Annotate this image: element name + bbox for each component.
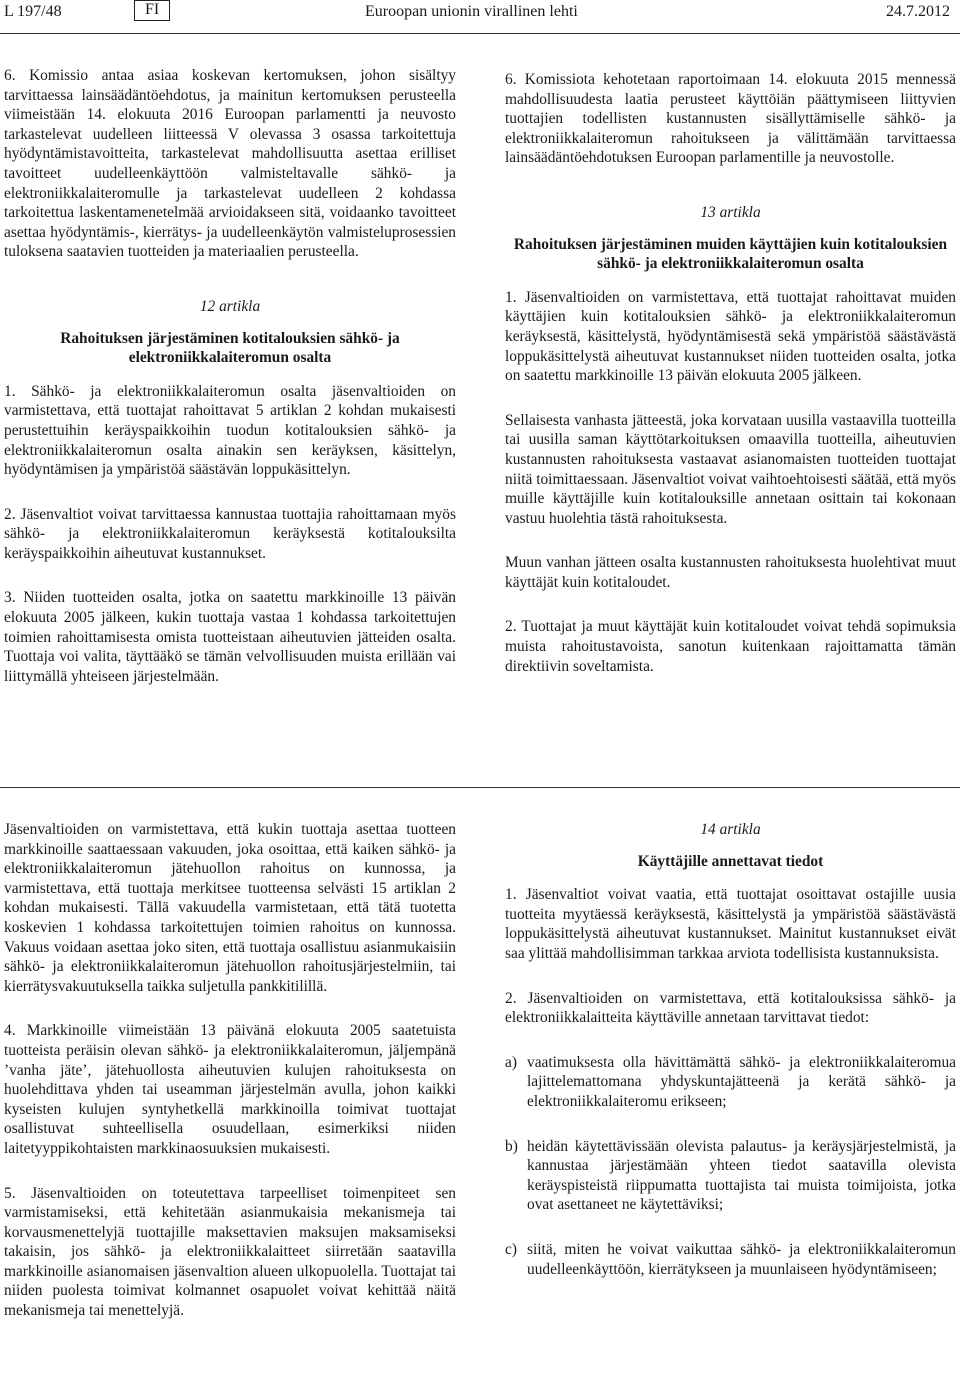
article-13-paragraph-1: 1. Jäsenvaltioiden on varmistettava, että tuottajat rahoittavat muiden käyttäjien kuin kotitalouksien sähkö- ja elektroniikkalaiteromun keräyksestä, käsittelystä, hyödyntämisestä sekä ympäristöä säästävästä loppukäsittelystä aiheutuvat kustannukset niiden tuotteiden osalta, jotka on saatettu markkinoille 13 päivän elokuuta 2005 jälkeen. — [505, 288, 956, 385]
list-item-label: c) — [505, 1240, 517, 1258]
article-13-paragraph-2: 2. Tuottajat ja muut käyttäjät kuin kotitaloudet voivat tehdä sopimuksia muista rahoitustavoista, sanotun kuitenkaan rajoittamatta tämän direktiivin soveltamista. — [505, 618, 956, 675]
header-rule — [0, 33, 960, 34]
article-13-paragraph-1-sub-2: Muun vanhan jätteen osalta kustannusten rahoituksesta huolehtivat muut käyttäjät kuin kotitaloudet. — [505, 554, 956, 591]
language-code-badge: FI — [134, 0, 170, 21]
article-14-paragraph-2: 2. Jäsenvaltioiden on varmistettava, että kotitalouksissa sähkö- ja elektroniikkalaitteita käyttäville annetaan tarvittavat tiedot: — [505, 989, 956, 1027]
list-item — [505, 1240, 956, 1279]
article-12-number: 12 artikla — [199, 297, 261, 315]
list-item-text: heidän käytettävissään olevista palautus- ja keräysjärjestelmistä, ja kannustaa järjestämään yhteen tiedot saatavilla olevista keräyspisteistä riippumatta tuottajista tai muista toimijoista, jotka ovat asettaneet ne käytettäviksi; — [527, 1137, 956, 1214]
list-item-text: vaatimuksesta olla hävittämättä sähkö- ja elektroniikkalaiteromua lajittelemattomana yhdyskuntajätteenä ja kerätä sähkö- ja elektroniikkalaiteromu erikseen; — [527, 1053, 956, 1110]
article-13-number: 13 artikla — [700, 203, 761, 221]
article-12-title: Rahoituksen järjestäminen kotitalouksien sähkö- ja elektroniikkalaiteromun osalta — [60, 329, 400, 367]
article-14-number: 14 artikla — [700, 821, 761, 838]
journal-title: Euroopan unionin virallinen lehti — [365, 3, 578, 20]
top-left-column — [4, 66, 456, 711]
bottom-left-column — [4, 820, 456, 1346]
list-item-text: siitä, miten he voivat vaikuttaa sähkö- ja elektroniikkalaiteromun uudelleenkäyttöön, kierrätykseen ja muunlaiseen hyödyntämiseen; — [527, 1240, 956, 1278]
paragraph-6: 6. Komissiota kehotetaan raportoimaan 14. elokuuta 2015 mennessä mahdollisuudesta laatia perusteet käyttöiän päättymiseen liittyvien tuottajien todellisten kustannusten sisällyttämiselle sähkö- ja elektroniikkalaiteromun rahoitukseen ja välittämään tarvittaessa lainsäädäntöehdotuksen Euroopan parlamentille ja neuvostolle. — [505, 71, 956, 167]
article-14-paragraph-1: 1. Jäsenvaltiot voivat vaatia, että tuottajat osoittavat ostajille uusia tuotteita myytäessä keräyksestä, käsittelystä ja ympäristöä säästävästä loppukäsittelystä aiheutuvat kustannukset. Mainitut kustannukset eivät saa ylittää mahdollisimman tarkkaa arviota todellisista kustannuksista. — [505, 886, 956, 962]
paragraph-6: 6. Komissio antaa asiaa koskevan kertomuksen, johon sisältyy tarvittaessa lainsäädäntöehdotus, ja mainitun kertomuksen perusteella viimeistään 14. elokuuta 2016 Euroopan parlamentti ja neuvosto tarkastelevat uudelleen liitteessä V olevassa 3 osassa tarkoitettuja hyödyntämistavoitteita, tarkastelevat mahdollisuutta asettaa erilliset tavoitteet uudelleenkäyttöön valmisteltavalle sähkö- ja elektroniikkalaiteromulle ja tarkastelevat uudelleen 2 kohdassa tarkoitettua laskentamenetelmää arvioidakseen sitä, voidaanko tavoitteet asettaa hyödyntämis-, kierrätys- ja uudelleenkäytön valmisteluprosessien tuloksena saatavien tuotteiden ja materiaalien perusteella. — [4, 67, 456, 261]
article-12-paragraph-3: 3. Niiden tuotteiden osalta, jotka on saatettu markkinoille 13 päivän elokuuta 2005 jälkeen, kukin tuottaja vastaa 1 kohdassa tarkoitettujen toimien rahoittamisesta omista tuotteistaan aiheutuvien jätteiden osalta. Tuottaja voi valita, täyttääkö se tämän velvollisuuden muista erillään vai liittymällä yhteiseen järjestelmään. — [4, 589, 456, 685]
article-14-title: Käyttäjille annettavat tiedot — [637, 852, 824, 870]
page-header — [0, 0, 960, 34]
page-number: L 197/48 — [4, 3, 62, 20]
list-item — [505, 1137, 956, 1215]
article-12-paragraph-4: 4. Markkinoille viimeistään 13 päivänä elokuuta 2005 saatetuista tuotteista peräisin olevan sähkö- ja elektroniikkalaiteromun, jäljempänä ’vanha jäte’, jätehuollosta aiheutuvien kulujen rahoituksesta on huolehdittava yhden tai useamman järjestelmän avulla, johon kaikki kyseisten kulujen syntyhetkellä markkinoilla toimivat tuottajat osallistuvat suhteellisella osuudellaan, esimerkiksi niiden laitetyyppikohtaisten markkinaosuuksien mukaisesti. — [4, 1022, 456, 1157]
article-12-paragraph-2: 2. Jäsenvaltiot voivat tarvittaessa kannustaa tuottajia rahoittamaan myös sähkö- ja elektroniikkalaiteromun keräyksestä kotitalouksilta keräyspaikkoihin aiheutuvat kustannukset. — [4, 505, 456, 562]
list-item-label: a) — [505, 1053, 517, 1071]
publication-date: 24.7.2012 — [886, 3, 950, 20]
list-item-label: b) — [505, 1137, 518, 1155]
top-right-column — [505, 70, 956, 701]
article-12-paragraph-1: 1. Sähkö- ja elektroniikkalaiteromun osalta jäsenvaltioiden on varmistettava, että tuottajat rahoittavat 5 artiklan 2 kohdan mukaisesti perustettuihin keräyspaikkoihin tuodun kotitalouksien sähkö- ja elektroniikkalaiteromun osalta ainakin sen keräyksen, käsittelyn, hyödyntämisen ja ympäristöä säästävän loppukäsittelyn. — [4, 382, 456, 479]
article-13-title: Rahoituksen järjestäminen muiden käyttäjien kuin kotitalouksien sähkö- ja elektroniikkalaiteromun osalta — [513, 235, 948, 273]
list-item — [505, 1053, 956, 1112]
article-12-paragraph-5: 5. Jäsenvaltioiden on toteutettava tarpeelliset toimenpiteet sen varmistamiseksi, että kehitetään asianmukaisia mekanismeja tai korvausmenettelyjä tuottajille maksettavien maksujen maksamiseksi takaisin, jos sähkö- ja elektroniikkalaitteet siirretään saatavilla markkinoille asianomaisen jäsenvaltion alueen ulkopuolella. Tuottajat tai niiden puolesta toimivat kolmannet osapuolet voivat kehittää näitä mekanismeja tai menettelyjä. — [4, 1184, 456, 1320]
article-13-paragraph-1-sub-1: Sellaisesta vanhasta jätteestä, joka korvataan uusilla vastaavilla tuotteilla tai uusilla saman käyttötarkoituksen omaavilla tuotteilla, aiheutuvien kustannusten rahoituksesta vastaavat asianomaisten tuotteiden tuottajat niitä toimittaessaan. Jäsenvaltiot voivat vaihtoehtoisesti säätää, että myös muille käyttäjille kuin kotitalouksille annetaan osittain tai kokonaan vastuu huolehtia tästä rahoituksesta. — [505, 411, 956, 527]
guarantee-paragraph: Jäsenvaltioiden on varmistettava, että kukin tuottaja asettaa tuotteen markkinoille saattaessaan vakuuden, joka osoittaa, että kaiken sähkö- ja elektroniikkalaiteromun jätehuollon rahoitus on kunnossa, ja varmistettava, että tuottaja merkitsee tuotteensa selvästi 15 artiklan 2 kohdan mukaisesti. Tällä vakuudella varmistetaan, että tätä tuotetta koskevien 1 kohdassa tarkoitettujen toimien rahoitus on kunnossa. Vakuus voidaan asettaa joko siten, että tuottaja osallistuu asianmukaisiin sähkö- ja elektroniikkalaiteromun jätehuollon rahoitusjärjestelmiin, tai kierrätysvakuutuksella taikka suljetulla pankkitilillä. — [4, 821, 456, 995]
section-divider — [0, 787, 960, 788]
bottom-right-column — [505, 820, 956, 1304]
